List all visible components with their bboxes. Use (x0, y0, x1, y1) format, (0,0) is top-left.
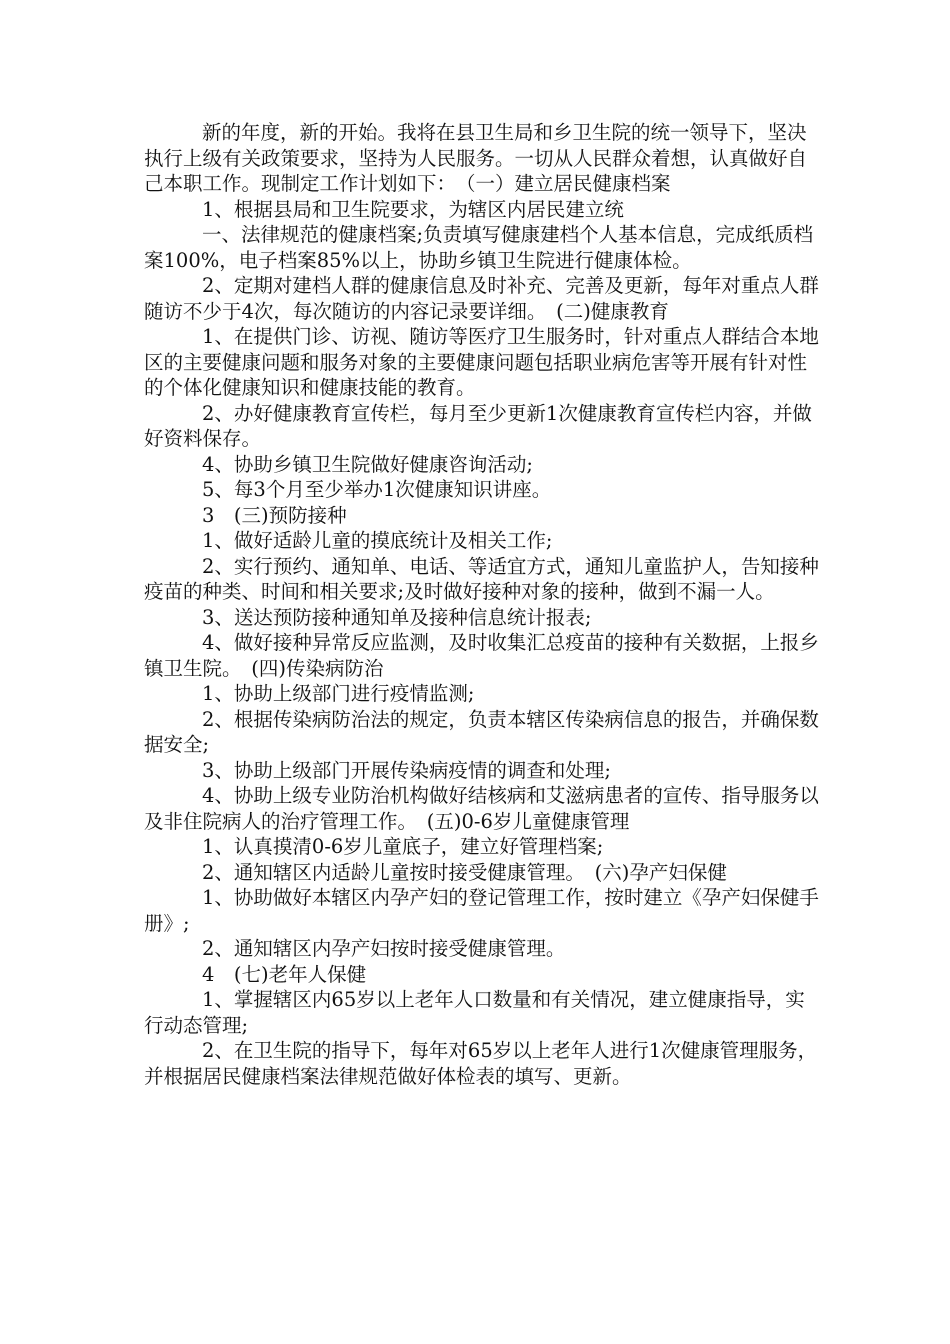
paragraph-education-2: 2、办好健康教育宣传栏，每月至少更新1次健康教育宣传栏内容，并做好资料保存。 (144, 401, 812, 450)
paragraph-archive-1: 1、根据县局和卫生院要求，为辖区内居民建立统 (202, 197, 624, 221)
paragraph-vaccination-4: 4、做好接种异常反应监测，及时收集汇总疫苗的接种有关数据，上报乡镇卫生院。 (四)传染病防治 (144, 631, 819, 680)
paragraph-intro: 新的年度，新的开始。我将在县卫生局和乡卫生院的统一领导下，坚决执行上级有关政策要求，坚持为人民服务。一切从人民群众着想，认真做好自己本职工作。现制定工作计划如下： （一）建立居民健康档案 (144, 121, 808, 195)
paragraph-education-1: 1、在提供门诊、访视、随访等医疗卫生服务时，针对重点人群结合本地区的主要健康问题和服务对象的主要健康问题包括职业病危害等开展有针对性的个体化健康知识和健康技能的教育。 (144, 325, 819, 399)
paragraph-maternal-2: 2、通知辖区内孕产妇按时接受健康管理。 (202, 937, 566, 960)
paragraph-elderly-2: 2、在卫生院的指导下，每年对65岁以上老年人进行1次健康管理服务，并根据居民健康档案法律规范做好体检表的填写、更新。 (144, 1039, 818, 1088)
paragraph-archive-2: 2、定期对建档人群的健康信息及时补充、完善及更新，每年对重点人群随访不少于4次，每次随访的内容记录要详细。 (二)健康教育 (144, 274, 819, 323)
paragraph-disease-3: 3、协助上级部门开展传染病疫情的调查和处理; (202, 758, 611, 782)
paragraph-disease-4: 4、协助上级专业防治机构做好结核病和艾滋病患者的宣传、指导服务以及非住院病人的治疗管理工作。 (五)0-6岁儿童健康管理 (144, 784, 819, 833)
paragraph-vaccination-1: 1、做好适龄儿童的摸底统计及相关工作; (202, 529, 553, 552)
paragraph-maternal-1: 1、协助做好本辖区内孕产妇的登记管理工作，按时建立《孕产妇保健手册》; (144, 886, 819, 935)
paragraph-education-4: 4、协助乡镇卫生院做好健康咨询活动; (202, 452, 533, 476)
document-body (144, 120, 824, 1089)
paragraph-disease-1: 1、协助上级部门进行疫情监测; (202, 682, 475, 705)
paragraph-disease-2: 2、根据传染病防治法的规定，负责本辖区传染病信息的报告，并确保数据安全; (144, 707, 819, 756)
paragraph-education-5: 5、每3个月至少举办1次健康知识讲座。 (202, 478, 552, 501)
paragraph-child-2: 2、通知辖区内适龄儿童按时接受健康管理。 (六)孕产妇保健 (202, 860, 727, 884)
section-heading-vaccination: 3 (三)预防接种 (202, 503, 347, 527)
paragraph-vaccination-2: 2、实行预约、通知单、电话、等适宜方式，通知儿童监护人，告知接种疫苗的种类、时间和相关要求;及时做好接种对象的接种，做到不漏一人。 (144, 554, 819, 603)
paragraph-archive-1-cont: 一、法律规范的健康档案;负责填写健康建档个人基本信息，完成纸质档案100%，电子档案85%以上，协助乡镇卫生院进行健康体检。 (144, 223, 814, 272)
paragraph-child-1: 1、认真摸清0-6岁儿童底子，建立好管理档案; (202, 835, 604, 858)
section-heading-elderly: 4 (七)老年人保健 (202, 962, 367, 986)
paragraph-elderly-1: 1、掌握辖区内65岁以上老年人口数量和有关情况，建立健康指导，实行动态管理; (144, 988, 805, 1037)
paragraph-vaccination-3: 3、送达预防接种通知单及接种信息统计报表; (202, 605, 592, 629)
